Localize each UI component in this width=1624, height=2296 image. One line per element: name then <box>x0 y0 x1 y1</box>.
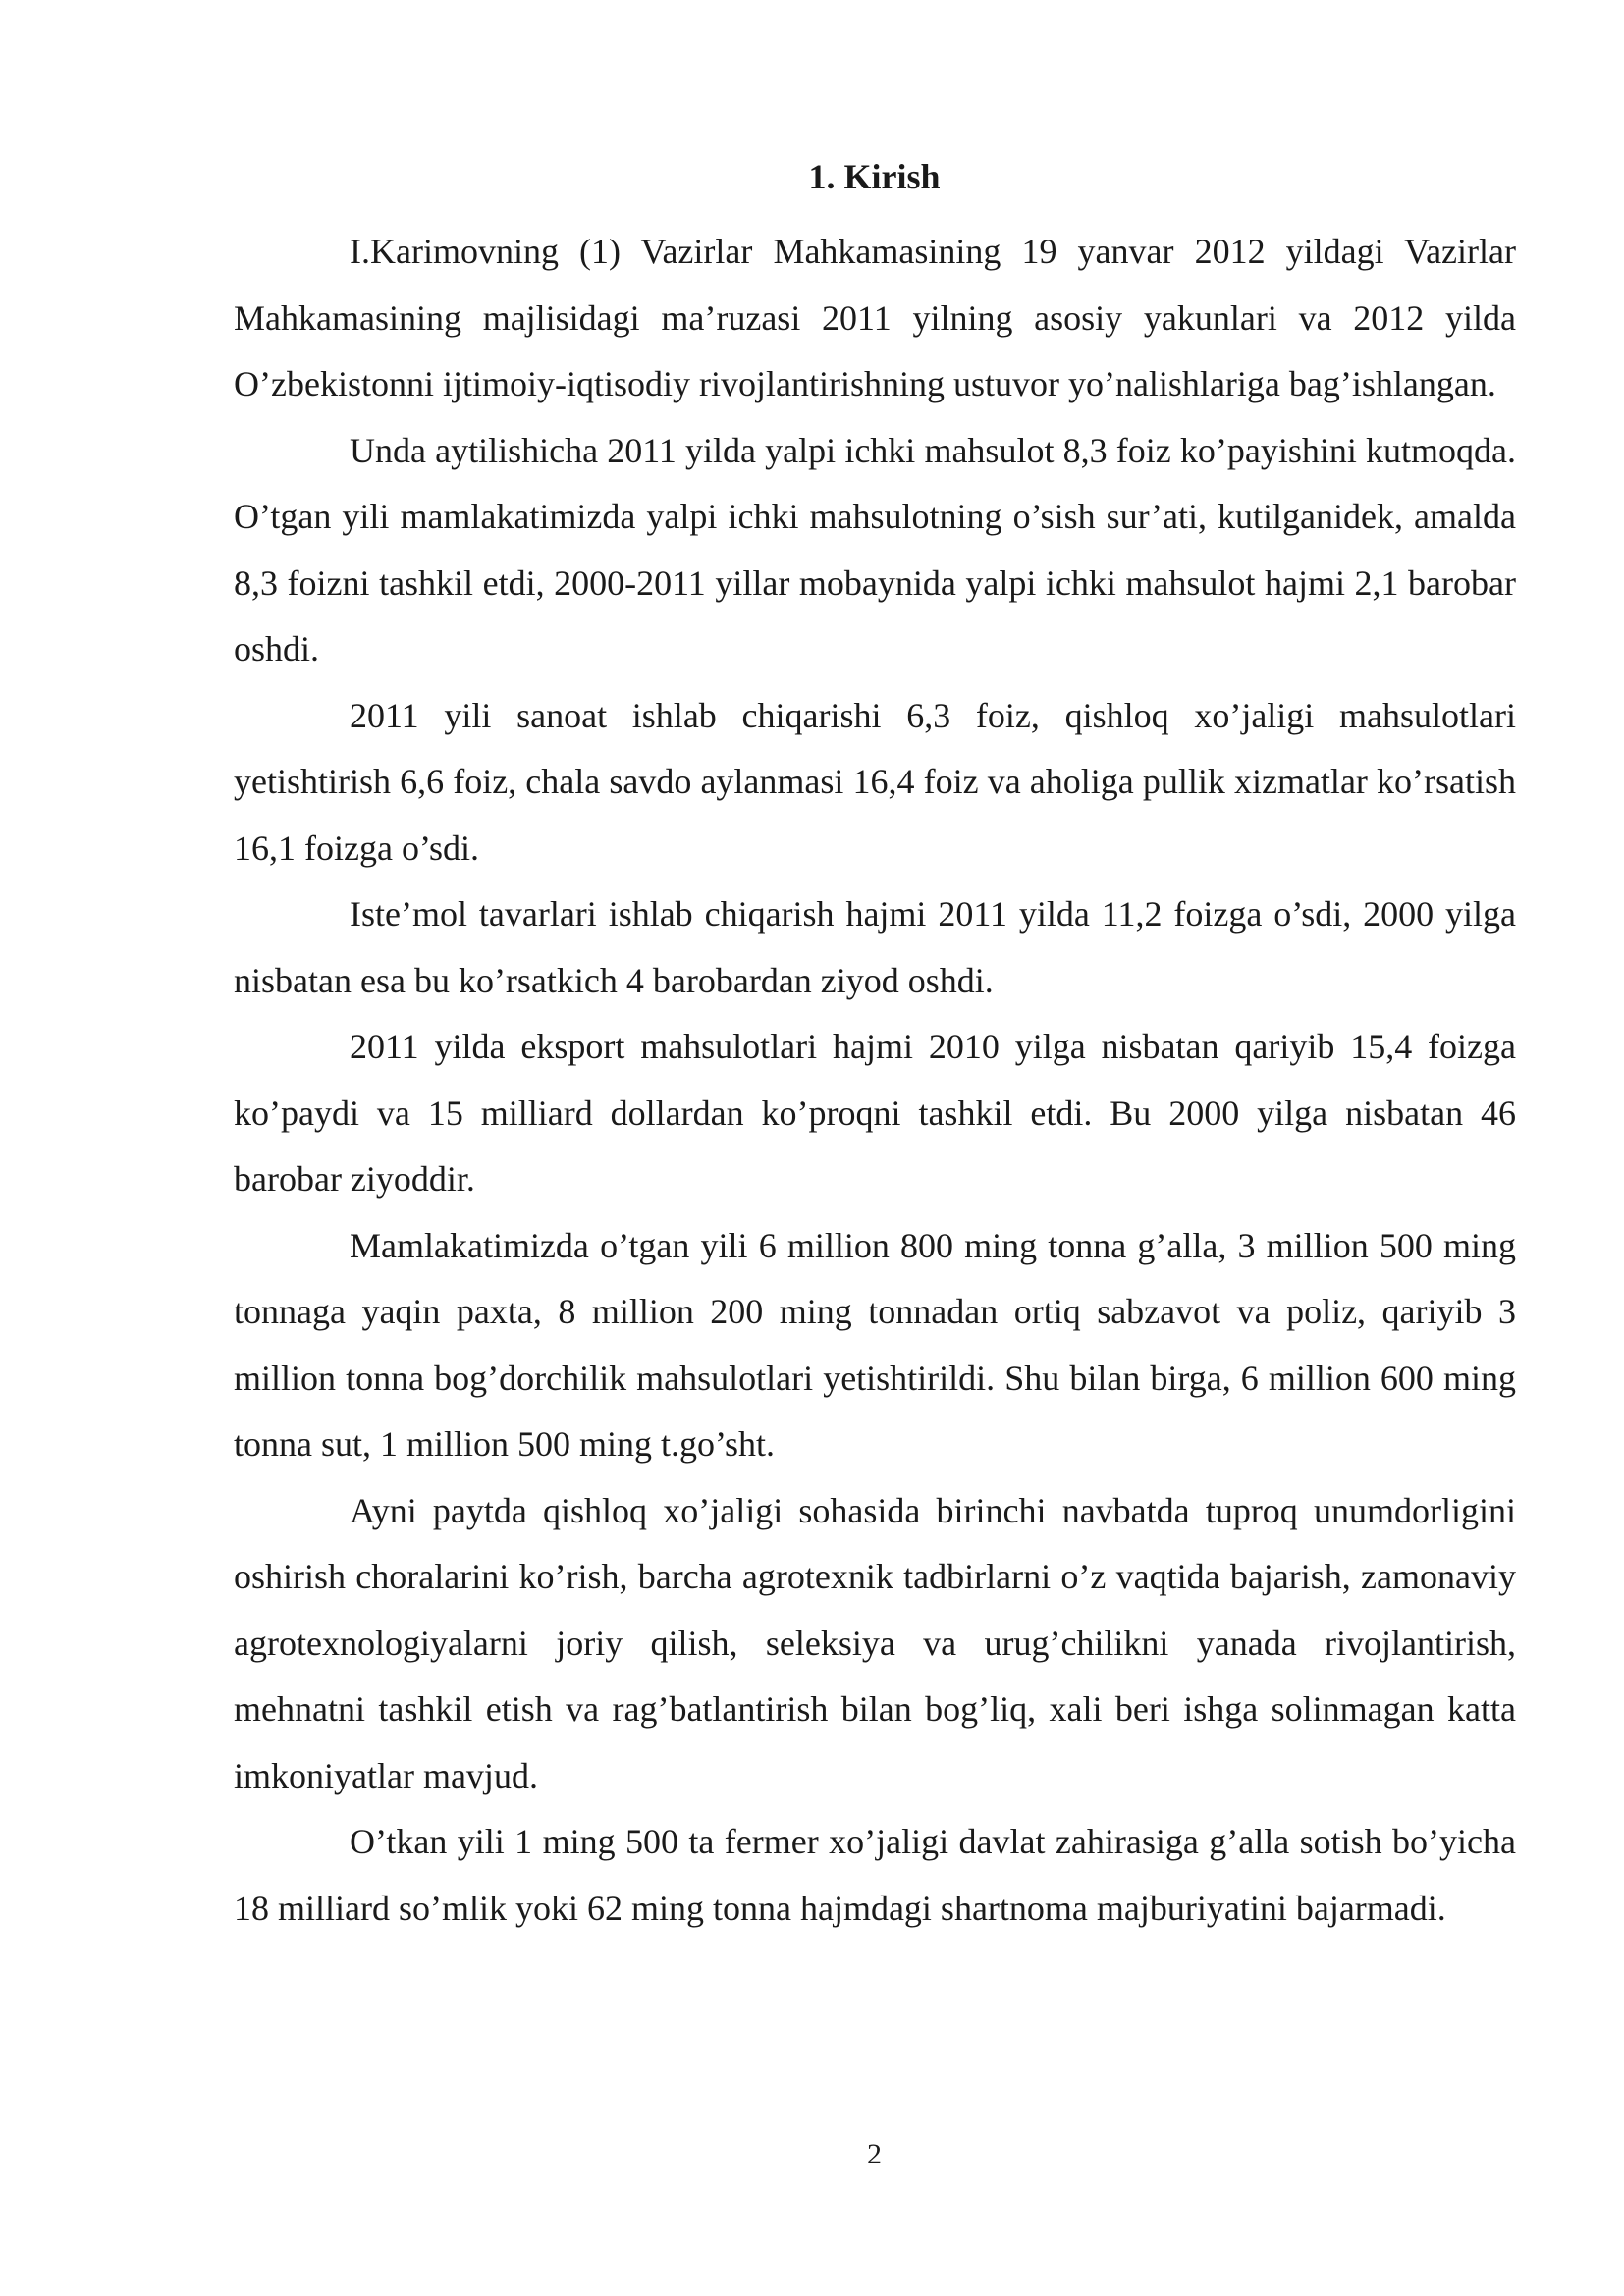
body-text <box>234 219 1516 1942</box>
paragraph: Ayni paytda qishloq xo’jaligi sohasida birinchi navbatda tuproq unumdorligini oshirish choralarini ko’rish, barcha agrotexnik tadbirlarni o’z vaqtida bajarish, zamonaviy agrotexnologiyalarni joriy qilish, seleksiya va urug’chilikni yanada rivojlantirish, mehnatni tashkil etish va rag’batlantirish bilan bog’liq, xali beri ishga solinmagan katta imkoniyatlar mavjud. <box>234 1490 1516 1795</box>
section-heading: 1. Kirish <box>808 157 941 196</box>
paragraph: Mamlakatimizda o’tgan yili 6 million 800 ming tonna g’alla, 3 million 500 ming tonnaga yaqin paxta, 8 million 200 ming tonnadan ortiq sabzavot va poliz, qariyib 3 million tonna bog’dorchilik mahsulotlari yetishtirildi. Shu bilan birga, 6 million 600 ming tonna sut, 1 million 500 ming t.go’sht. <box>234 1225 1516 1464</box>
paragraph: 2011 yili sanoat ishlab chiqarishi 6,3 foiz, qishloq xo’jaligi mahsulotlari yetishtirish 6,6 foiz, chala savdo aylanmasi 16,4 foiz va aholiga pullik xizmatlar ko’rsatish 16,1 foizga o’sdi. <box>234 695 1516 868</box>
page-number: 2 <box>867 2138 882 2170</box>
paragraph: Iste’mol tavarlari ishlab chiqarish hajmi 2011 yilda 11,2 foizga o’sdi, 2000 yilga nisbatan esa bu ko’rsatkich 4 barobardan ziyod oshdi. <box>234 894 1516 1000</box>
paragraph: Unda aytilishicha 2011 yilda yalpi ichki mahsulot 8,3 foiz ko’payishini kutmoqda. O’tgan yili mamlakatimizda yalpi ichki mahsulotning o’sish sur’ati, kutilganidek, amalda 8,3 foizni tashkil etdi, 2000-2011 yillar mobaynida yalpi ichki mahsulot hajmi 2,1 barobar oshdi. <box>234 430 1516 668</box>
paragraph: O’tkan yili 1 ming 500 ta fermer xo’jaligi davlat zahirasiga g’alla sotish bo’yicha 18 milliard so’mlik yoki 62 ming tonna hajmdagi shartnoma majburiyatini bajarmadi. <box>234 1822 1516 1928</box>
paragraph: I.Karimovning (1) Vazirlar Mahkamasining 19 yanvar 2012 yildagi Vazirlar Mahkamasining majlisidagi ma’ruzasi 2011 yilning asosiy yakunlari va 2012 yilda O’zbekistonni ijtimoiy-iqtisodiy rivojlantirishning ustuvor yo’nalishlariga bag’ishlangan. <box>234 232 1516 403</box>
paragraph: 2011 yilda eksport mahsulotlari hajmi 2010 yilga nisbatan qariyib 15,4 foizga ko’paydi va 15 milliard dollardan ko’proqni tashkil etdi. Bu 2000 yilga nisbatan 46 barobar ziyoddir. <box>234 1027 1516 1199</box>
